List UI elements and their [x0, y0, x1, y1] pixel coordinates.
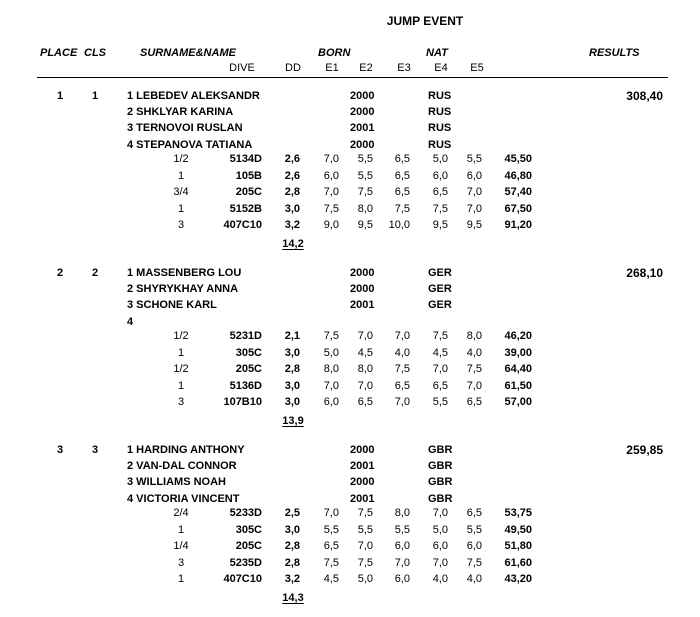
member-born: 2001 [350, 299, 375, 312]
dive-dive-cell: 407C10 [223, 573, 262, 586]
member-name: 1 LEBEDEV ALEKSANDR [127, 90, 260, 102]
member-born: 2000 [350, 444, 375, 456]
dive-e4-cell: 9,5 [432, 219, 448, 232]
member-born: 2000 [350, 106, 375, 119]
dive-pts-cell: 64,40 [504, 363, 532, 376]
dive-divers-cell: 1 [177, 202, 185, 215]
dive-e2-cell: 8,0 [357, 363, 373, 376]
dive-dive-cell: 5152B [229, 202, 262, 215]
header-e1: E1 [325, 62, 339, 74]
dive-e4-cell: 5,5 [432, 396, 448, 409]
dive-dive-cell: 5136D [229, 379, 262, 392]
member-born: 2000 [350, 267, 375, 279]
dive-e2-cell: 7,0 [357, 540, 373, 553]
dive-pts-cell: 46,20 [504, 330, 532, 342]
dive-dd-cell: 2,8 [284, 363, 300, 376]
dive-e2-cell: 9,5 [357, 219, 373, 232]
dive-e1-cell: 8,0 [323, 363, 339, 376]
dive-e5-cell: 6,5 [466, 507, 482, 519]
dive-pts-cell: 61,50 [504, 379, 532, 392]
dive-dive-cell: 5235D [229, 556, 262, 569]
dive-e3-cell: 7,5 [394, 363, 410, 376]
dive-e2-cell: 4,5 [357, 346, 373, 359]
dive-e1-cell: 7,5 [323, 202, 339, 215]
dive-e2-cell: 7,0 [357, 330, 373, 342]
dive-pts-cell: 61,60 [504, 556, 532, 569]
dive-dive-cell: 5231D [229, 330, 262, 342]
dive-pts-cell: 67,50 [504, 202, 532, 215]
dive-pts-cell: 57,40 [504, 186, 532, 199]
team-place: 2 [56, 267, 64, 279]
member-name: 3 TERNOVOI RUSLAN [127, 122, 243, 135]
dive-e3-cell: 7,5 [394, 202, 410, 215]
dive-pts-cell: 39,00 [504, 346, 532, 359]
dive-e1-cell: 7,5 [323, 330, 339, 342]
header-e5: E5 [470, 62, 484, 74]
header-e3: E3 [397, 62, 411, 74]
dive-e3-cell: 8,0 [394, 507, 410, 519]
dive-dd-cell: 2,1 [284, 330, 300, 342]
dive-e1-cell: 7,0 [323, 507, 339, 519]
dive-e2-cell: 6,5 [357, 396, 373, 409]
dive-divers-cell: 2/4 [173, 507, 189, 519]
dive-e3-cell: 5,5 [394, 523, 410, 536]
member-name: 4 STEPANOVA TATIANA [127, 138, 253, 151]
dive-e4-cell: 4,5 [432, 346, 448, 359]
header-surname: SURNAME&NAME [140, 47, 236, 59]
dive-e1-cell: 7,5 [323, 556, 339, 569]
dive-dd-cell: 3,0 [284, 396, 300, 409]
dive-dive-cell: 205C [235, 540, 262, 553]
dive-dive-cell: 305C [235, 346, 262, 359]
dive-dive-cell: 5134D [229, 153, 262, 165]
dive-dd-cell: 2,6 [284, 169, 300, 182]
dive-e5-cell: 4,0 [466, 573, 482, 586]
dive-e2-cell: 7,5 [357, 507, 373, 519]
dive-e4-cell: 5,0 [432, 153, 448, 165]
dive-e5-cell: 5,5 [466, 153, 482, 165]
dive-e2-cell: 7,5 [357, 556, 373, 569]
event-title: JUMP EVENT [386, 14, 464, 28]
dive-e4-cell: 5,0 [432, 523, 448, 536]
dive-dive-cell: 205C [235, 363, 262, 376]
dive-e1-cell: 6,5 [323, 540, 339, 553]
dive-divers-cell: 1 [177, 169, 185, 182]
dive-pts-cell: 46,80 [504, 169, 532, 182]
member-name: 4 VICTORIA VINCENT [127, 492, 240, 505]
dive-e2-cell: 5,5 [357, 523, 373, 536]
dive-divers-cell: 1 [177, 523, 185, 536]
member-born: 2001 [350, 492, 375, 505]
dive-dive-cell: 205C [235, 186, 262, 199]
member-nat: GBR [428, 460, 453, 473]
dive-pts-cell: 45,50 [504, 153, 532, 165]
dive-e1-cell: 5,5 [323, 523, 339, 536]
dive-dd-cell: 2,6 [284, 153, 300, 165]
team-place: 1 [56, 90, 64, 102]
dive-dd-cell: 3,2 [284, 219, 300, 232]
dive-dd-cell: 2,5 [284, 507, 300, 519]
dive-e2-cell: 5,5 [357, 169, 373, 182]
dive-dive-cell: 107B10 [223, 396, 262, 409]
dive-dd-cell: 3,0 [284, 379, 300, 392]
member-name: 3 WILLIAMS NOAH [127, 476, 226, 489]
dive-e5-cell: 6,0 [466, 169, 482, 182]
member-nat: GBR [428, 476, 453, 489]
member-name: 2 VAN-DAL CONNOR [127, 460, 237, 473]
dive-e5-cell: 7,0 [466, 379, 482, 392]
header-divider [37, 77, 668, 78]
dive-e5-cell: 7,5 [466, 363, 482, 376]
dive-e5-cell: 7,0 [466, 186, 482, 199]
member-born: 2001 [350, 460, 375, 473]
header-dd: DD [285, 62, 301, 74]
header-born: BORN [318, 47, 351, 59]
team-result: 259,85 [626, 443, 663, 457]
dive-e3-cell: 6,5 [394, 169, 410, 182]
dive-divers-cell: 1 [177, 379, 185, 392]
dive-dd-cell: 2,8 [284, 540, 300, 553]
dive-pts-cell: 53,75 [504, 507, 532, 519]
dive-divers-cell: 3 [177, 556, 185, 569]
dive-e5-cell: 5,5 [466, 523, 482, 536]
dive-e1-cell: 7,0 [323, 379, 339, 392]
dive-e5-cell: 7,5 [466, 556, 482, 569]
member-born: 2000 [350, 283, 375, 296]
dive-e1-cell: 6,0 [323, 396, 339, 409]
dive-e1-cell: 9,0 [323, 219, 339, 232]
member-name: 1 MASSENBERG LOU [127, 267, 242, 279]
member-nat: RUS [428, 90, 452, 102]
header-e4: E4 [434, 62, 448, 74]
dive-e3-cell: 10,0 [388, 219, 410, 232]
header-place: PLACE [40, 47, 78, 59]
dive-dive-cell: 5233D [229, 507, 262, 519]
member-name: 1 HARDING ANTHONY [127, 444, 245, 456]
member-nat: GER [428, 283, 452, 296]
dive-e3-cell: 6,0 [394, 573, 410, 586]
dive-e4-cell: 6,5 [432, 379, 448, 392]
dive-pts-cell: 49,50 [504, 523, 532, 536]
header-cls: CLS [84, 47, 106, 59]
team-result: 308,40 [626, 89, 663, 103]
dive-e4-cell: 4,0 [432, 573, 448, 586]
dive-divers-cell: 1 [177, 573, 185, 586]
dive-e2-cell: 7,0 [357, 379, 373, 392]
header-dive: DIVE [229, 62, 255, 74]
dive-divers-cell: 1/2 [173, 153, 189, 165]
dive-e1-cell: 4,5 [323, 573, 339, 586]
dive-pts-cell: 57,00 [504, 396, 532, 409]
dive-e1-cell: 5,0 [323, 346, 339, 359]
dive-dd-cell: 3,2 [284, 573, 300, 586]
header-results: RESULTS [589, 47, 640, 59]
dive-e4-cell: 6,5 [432, 186, 448, 199]
dive-e3-cell: 6,5 [394, 186, 410, 199]
dive-dd-cell: 3,0 [284, 202, 300, 215]
dive-e5-cell: 6,5 [466, 396, 482, 409]
team-result: 268,10 [626, 266, 663, 280]
dive-e3-cell: 4,0 [394, 346, 410, 359]
dive-pts-cell: 51,80 [504, 540, 532, 553]
member-nat: RUS [428, 122, 452, 135]
dive-divers-cell: 3 [177, 396, 185, 409]
dive-e4-cell: 6,0 [432, 169, 448, 182]
dive-e4-cell: 7,5 [432, 202, 448, 215]
dive-e1-cell: 7,0 [323, 153, 339, 165]
dive-dive-cell: 305C [235, 523, 262, 536]
member-nat: GBR [428, 444, 453, 456]
dive-e3-cell: 6,5 [394, 153, 410, 165]
dive-dd-cell: 3,0 [284, 346, 300, 359]
header-e2: E2 [359, 62, 373, 74]
dive-e4-cell: 6,0 [432, 540, 448, 553]
dive-pts-cell: 43,20 [504, 573, 532, 586]
dive-e5-cell: 8,0 [466, 330, 482, 342]
team-cls: 3 [91, 444, 99, 456]
dive-divers-cell: 3/4 [173, 186, 189, 199]
member-name: 4 [127, 315, 134, 328]
dive-e3-cell: 6,5 [394, 379, 410, 392]
dive-divers-cell: 1 [177, 346, 185, 359]
dive-e3-cell: 6,0 [394, 540, 410, 553]
dive-e5-cell: 7,0 [466, 202, 482, 215]
member-born: 2000 [350, 476, 375, 489]
member-nat: RUS [428, 138, 452, 151]
dive-e4-cell: 7,5 [432, 330, 448, 342]
member-nat: RUS [428, 106, 452, 119]
dd-total: 14,2 [282, 238, 304, 250]
dive-e3-cell: 7,0 [394, 556, 410, 569]
member-born: 2001 [350, 122, 375, 135]
dive-e3-cell: 7,0 [394, 330, 410, 342]
dive-e4-cell: 7,0 [432, 556, 448, 569]
team-cls: 2 [91, 267, 99, 279]
dive-divers-cell: 1/4 [173, 540, 189, 553]
member-born: 2000 [350, 90, 375, 102]
dive-e1-cell: 6,0 [323, 169, 339, 182]
member-nat: GER [428, 267, 452, 279]
member-name: 2 SHYRYKHAY ANNA [127, 283, 239, 296]
member-born: 2000 [350, 138, 375, 151]
dive-e5-cell: 6,0 [466, 540, 482, 553]
dive-divers-cell: 1/2 [173, 330, 189, 342]
dive-dd-cell: 2,8 [284, 186, 300, 199]
team-place: 3 [56, 444, 64, 456]
dive-dd-cell: 2,8 [284, 556, 300, 569]
dive-e5-cell: 9,5 [466, 219, 482, 232]
dive-divers-cell: 3 [177, 219, 185, 232]
dive-e3-cell: 7,0 [394, 396, 410, 409]
dive-e4-cell: 7,0 [432, 507, 448, 519]
dd-total: 14,3 [282, 592, 304, 604]
dive-dd-cell: 3,0 [284, 523, 300, 536]
team-cls: 1 [91, 90, 99, 102]
dive-e5-cell: 4,0 [466, 346, 482, 359]
dive-dive-cell: 407C10 [223, 219, 262, 232]
member-nat: GBR [428, 492, 453, 505]
member-name: 2 SHKLYAR KARINA [127, 106, 234, 119]
dive-e2-cell: 8,0 [357, 202, 373, 215]
dive-e2-cell: 5,5 [357, 153, 373, 165]
dive-e1-cell: 7,0 [323, 186, 339, 199]
dd-total: 13,9 [282, 415, 304, 427]
member-name: 3 SCHONE KARL [127, 299, 217, 312]
header-nat: NAT [426, 47, 448, 59]
dive-dive-cell: 105B [235, 169, 262, 182]
dive-e2-cell: 5,0 [357, 573, 373, 586]
dive-divers-cell: 1/2 [173, 363, 189, 376]
dive-pts-cell: 91,20 [504, 219, 532, 232]
member-nat: GER [428, 299, 452, 312]
dive-e4-cell: 7,0 [432, 363, 448, 376]
dive-e2-cell: 7,5 [357, 186, 373, 199]
